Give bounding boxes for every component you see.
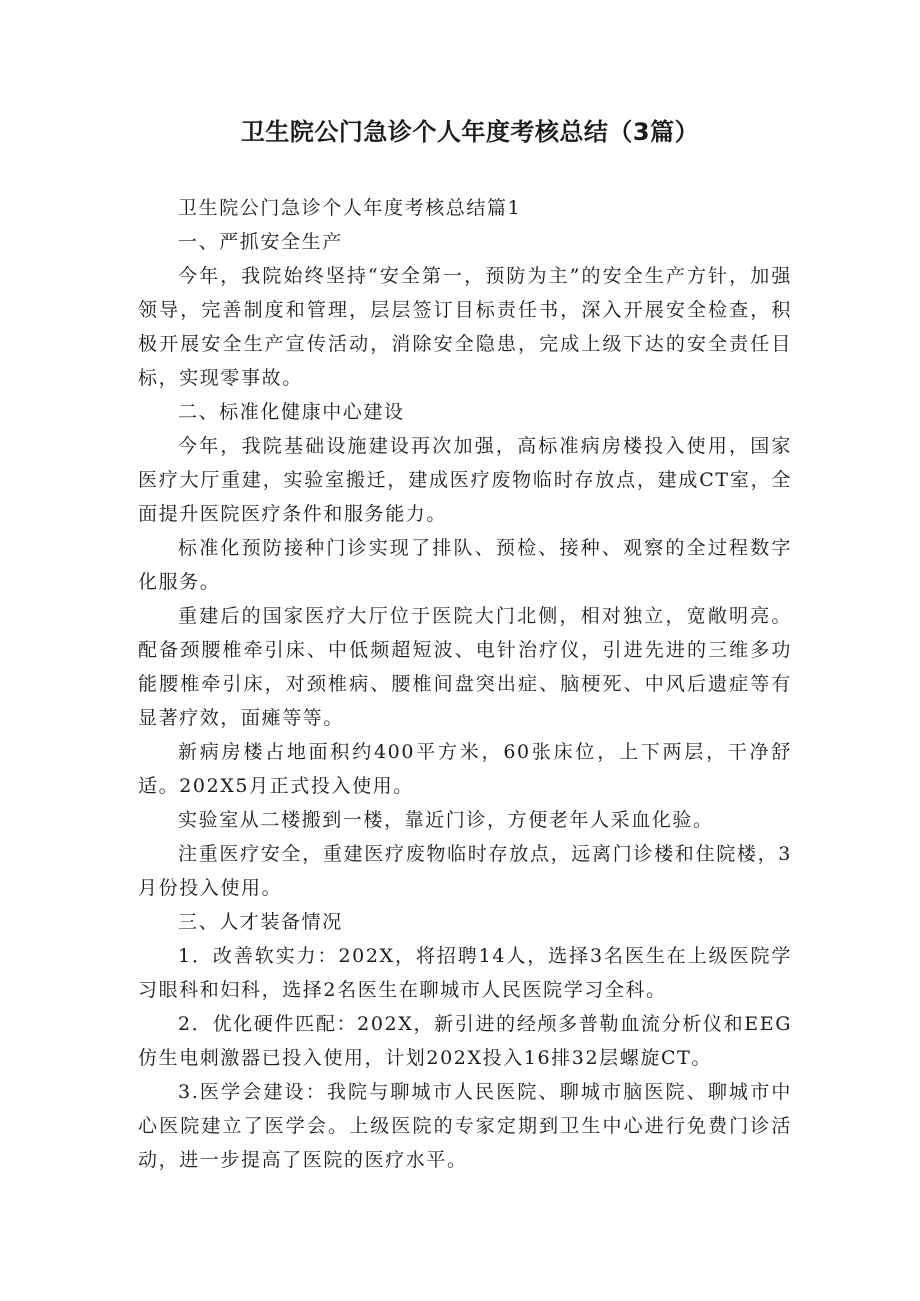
paragraph: 重建后的国家医疗大厅位于医院大门北侧，相对独立，宽敞明亮。配备颈腰椎牵引床、中低频超短波、电针治疗仪，引进先进的三维多功能腰椎牵引床，对颈椎病、腰椎间盘突出症、脑梗死、中风后遗症等有显著疗效，面瘫等等。 [138, 605, 792, 729]
section-heading-safety: 一、严抓安全生产 [178, 231, 343, 253]
paragraph: 3.医学会建设：我院与聊城市人民医院、聊城市脑医院、聊城市中心医院建立了医学会。上级医院的专家定期到卫生中心进行免费门诊活动，进一步提高了医院的医疗水平。 [138, 1081, 792, 1171]
section-heading-talent: 三、人才装备情况 [178, 911, 343, 933]
paragraph: 实验室从二楼搬到一楼，靠近门诊，方便老年人采血化验。 [178, 809, 714, 831]
paragraph: 2．优化硬件匹配：202X，新引进的经颅多普勒血流分析仪和EEG仿生电刺激器已投入使用，计划202X投入16排32层螺旋CT。 [138, 1013, 792, 1069]
section-heading-article-1: 卫生院公门急诊个人年度考核总结篇1 [178, 197, 522, 219]
paragraph: 新病房楼占地面积约400平方米，60张床位，上下两层，干净舒适。202X5月正式投入使用。 [138, 741, 792, 797]
section-heading-standardization: 二、标准化健康中心建设 [178, 401, 405, 423]
paragraph: 1．改善软实力：202X，将招聘14人，选择3名医生在上级医院学习眼科和妇科，选择2名医生在聊城市人民医院学习全科。 [138, 945, 792, 1001]
paragraph: 注重医疗安全，重建医疗废物临时存放点，远离门诊楼和住院楼，3月份投入使用。 [138, 843, 792, 899]
paragraph: 今年，我院基础设施建设再次加强，高标准病房楼投入使用，国家医疗大厅重建，实验室搬迁，建成医疗废物临时存放点，建成CT室，全面提升医院医疗条件和服务能力。 [138, 435, 792, 525]
paragraph: 今年，我院始终坚持“安全第一，预防为主”的安全生产方针，加强领导，完善制度和管理，层层签订目标责任书，深入开展安全检查，积极开展安全生产宣传活动，消除安全隐患，完成上级下达的安全责任目标，实现零事故。 [138, 265, 792, 389]
paragraph: 标准化预防接种门诊实现了排队、预检、接种、观察的全过程数字化服务。 [138, 537, 792, 593]
document-title: 卫生院公门急诊个人年度考核总结（3篇） [240, 118, 700, 146]
